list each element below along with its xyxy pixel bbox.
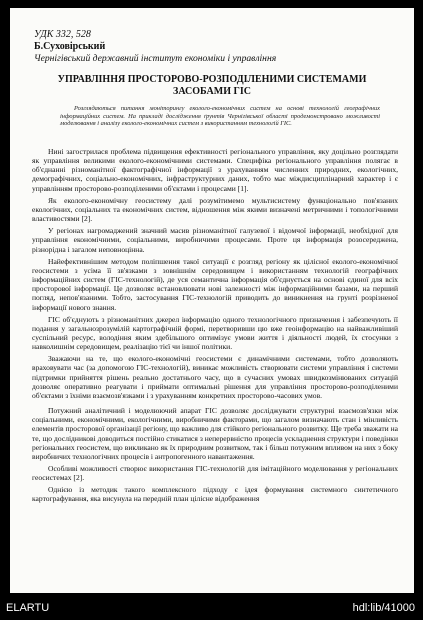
paper-title: УПРАВЛІННЯ ПРОСТОРОВО-РОЗПОДІЛЕНИМИ СИСТЕМАМИ ЗАСОБАМИ ГІС	[57, 74, 367, 97]
document-page	[10, 8, 414, 593]
paragraph: У регіонах нагромаджений значний масив різноманітної галузевої і відомчої інформації, необхідної для управління економічними, соціальними, виробничими процесами. Проте ця інформація розосереджена, різнорідна і загалом неповноцінна.	[32, 226, 398, 254]
paragraph: Потужний аналітичний і моделюючий апарат ГІС дозволяє досліджувати структурні взаємозв'язки між соціальними, економічними, екологічними, виробничими факторами, що загалом визначають стан і мінливість елементів просторової організації регіону, що важливо для стійкого регіонального розвитку. Ще треба зважати на те, що дослідникові доводиться постійно стикатися з неперервністю процесів ускладнення структури і поведінки регіональних геосистем, що викликано як їх природним розвитком, так і більш потужним впливом на них з боку виробничих технологічних процесів і антропогенного навантаження.	[32, 406, 398, 461]
paragraph: Особливі можливості створює використання ГІС-технологій для імітаційного моделювання у регіональних геосистемах [2].	[32, 464, 398, 483]
author-affiliation: Чернігівський державний інститут економіки і управління	[34, 53, 277, 64]
udc-code: УДК 332, 528	[34, 29, 91, 40]
paragraph: Однією із методик такого комплексного підходу є ідея формування системного синтетичного картографування, яка висунула на передній план цілісне відображення	[32, 485, 398, 504]
paragraph: Найефективнішим методом поліпшення такої ситуації є розгляд регіону як цілісної еколого-економічної геосистеми з усіма її зв'язками з зовнішнім середовищем і використанням технологій географічних інформаційних систем (ГІС-технологій), де уся семантична інформація об'єднується на основі єдиної для всіх просторової інформації. Це дозволяє встановлювати нові залежності між інформаційними базами, на перший погляд, непов'язаними. Тобто, застосування ГІС-технологій приводить до виникнення на грунті розрізненої інформації нового знання.	[32, 256, 398, 312]
paragraph: Зважаючи на те, що еколого-економічні геосистеми є динамічними системами, тобто дозволяють враховувати час (за допомогою ГІС-технологій), виникає можливість створювати системи управління і системи підтримки прийняття рішень реально достатнього часу, що в сучасних умовах швидкозмінюваних ситуацій дозволяє оперативно реагувати і приймати оптимальні рішення для управління просторово-розподіленими об'єктами з їхніми взаємозв'язками і з урахуванням конкретних просторово-часових умов.	[32, 354, 398, 400]
body-text	[32, 147, 398, 507]
handle-label: hdl:lib/41000	[352, 602, 415, 614]
paragraph: ГІС об'єднують з різноманітних джерел інформацію одного технологічного призначення і забезпечують її подання у загальнозрозумілій картографічній формі, перетворивши цю вже геоінформацію на найважливіший суспільний ресурс, володіння яким здебільшого оптимізує умови життя і діяльності людей, їх стосунки з навколишнім середовищем, реалізацію тієї чи іншої політики.	[32, 314, 398, 352]
paragraph: Як еколого-економічну геосистему далі розумітимемо мультисистему функціонально пов'язаних екологічних, соціальних та економічних систем, відношення між якими визначені метричними і топологічними властивостями [2].	[32, 195, 398, 224]
paragraph: Нині загострилася проблема підвищення ефективності регіонального управління, яку доцільно розглядати як управління великими еколого-економічними системами. Специфіка регіонального управління полягає в об'єднанні різноманітної фактографічної інформації з урахуванням численних природних, екологічних, демографічних, соціально-економічних, інфраструктурних даних, тобто має міждисциплінарний характер і є управлінням просторово-розподіленими об'єктами і процесами [1].	[32, 147, 398, 193]
author-name: Б.Суховірський	[34, 41, 106, 52]
abstract: Розглядаються питання моніторингу еколого-економічних систем на основі технологій географічних інформаційних систем. На прикладі дослідження ґрунтів Чернігівської області продемонстровано можливості моделювання і аналізу еколого-економічних систем з використанням технологій ГІС.	[60, 105, 380, 128]
repository-label: ELARTU	[6, 602, 50, 614]
